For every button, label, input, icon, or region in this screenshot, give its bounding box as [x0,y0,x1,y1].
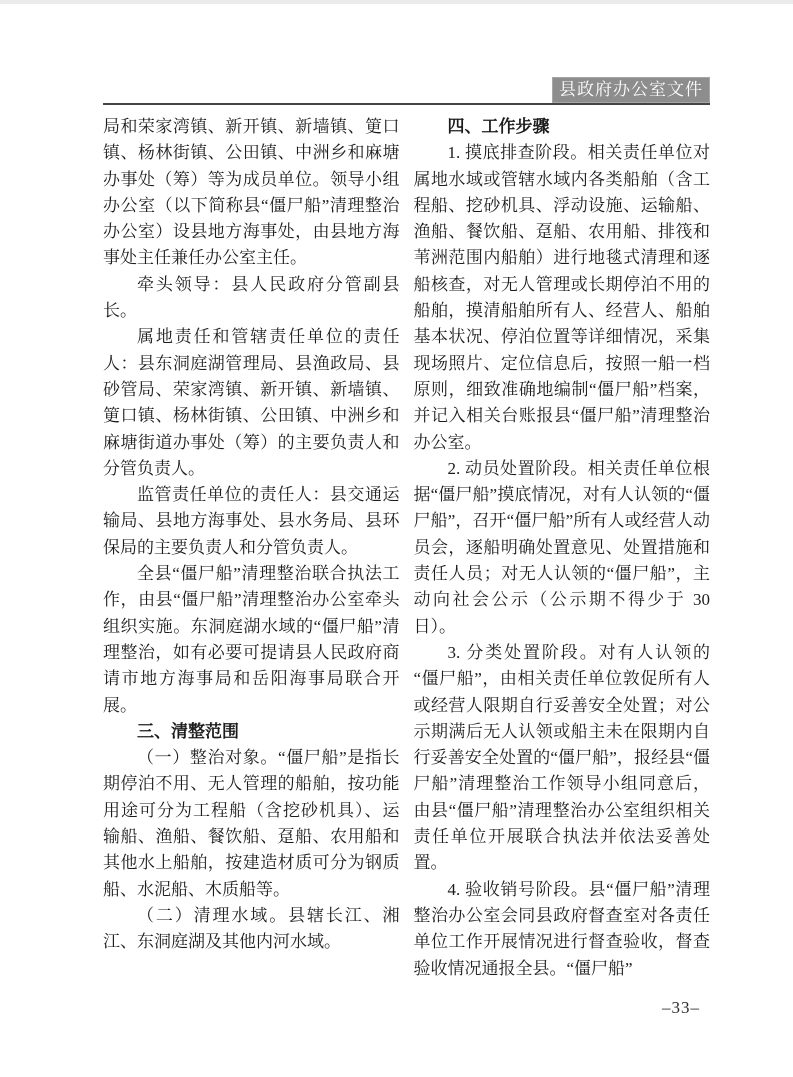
page-number: –33– [662,998,700,1017]
paragraph: 3. 分类处置阶段。对有人认领的“僵尸船”，由相关责任单位敦促所有人或经营人限期自行妥善安全处置；对公示期满后无人认领或船主未在限期内自行妥善安全处置的“僵尸船”，报经县“僵尸船”清理整治工作领导小组同意后，由县“僵尸船”清理整治办公室组织相关责任单位开展联合执法并依法妥善处置。 [413,642,710,873]
paragraph: 牵头领导：县人民政府分管副县长。 [103,274,400,321]
section-heading: 三、清整范围 [137,721,239,741]
right-column [414,114,711,982]
section-heading: 四、工作步骤 [447,117,550,136]
paragraph: 监管责任单位的责任人：县交通运输局、县地方海事处、县水务局、县环保局的主要负责人和分管负责人。 [103,485,400,557]
paragraph: 1. 摸底排查阶段。相关责任单位对属地水域或管辖水域内各类船舶（含工程船、挖砂机具、浮动设施、运输船、渔船、餐饮船、趸船、农用船、排筏和苇洲范围内船舶）进行地毯式清理和逐船核查，对无人管理或长期停泊不用的船舶，摸清船舶所有人、经营人、船舶基本状况、停泊位置等详细情况，采集现场照片、定位信息后，按照一船一档原则，细致准确地编制“僵尸船”档案，并记入相关台账报县“僵尸船”清理整治办公室。 [413,143,710,452]
paragraph: （二）清理水域。县辖长江、湘江、东洞庭湖及其他内河水域。 [103,905,400,952]
paragraph: 全县“僵尸船”清理整治联合执法工作，由县“僵尸船”清理整治办公室牵头组织实施。东洞庭湖水域的“僵尸船”清理整治，如有必要可提请县人民政府商请市地方海事局和岳阳海事局联合开展。 [103,564,400,715]
header-badge: 县政府办公室文件 [552,77,710,103]
scan-top-edge [0,0,793,4]
paragraph: （一）整治对象。“僵尸船”是指长期停泊不用、无人管理的船舶，按功能用途可分为工程船（含挖砂机具）、运输船、渔船、餐饮船、趸船、农用船和其他水上船舶，按建造材质可分为钢质船、水泥船、木质船等。 [103,748,400,899]
header-rule [103,103,710,105]
document-body [103,114,710,982]
paragraph: 2. 动员处置阶段。相关责任单位根据“僵尸船”摸底情况，对有人认领的“僵尸船”，召开“僵尸船”所有人或经营人动员会，逐船明确处置意见、处置措施和责任人员；对无人认领的“僵尸船”，主动向社会公示（公示期不得少于 30 日）。 [413,458,710,636]
left-column [103,114,400,982]
paragraph: 4. 验收销号阶段。县“僵尸船”清理整治办公室会同县政府督查室对各责任单位工作开展情况进行督查验收，督查验收情况通报全县。“僵尸船” [413,879,710,978]
paragraph: 属地责任和管辖责任单位的责任人：县东洞庭湖管理局、县渔政局、县砂管局、荣家湾镇、新开镇、新墙镇、筻口镇、杨林街镇、公田镇、中洲乡和麻塘街道办事处（筹）的主要负责人和分管负责人。 [103,327,400,478]
paragraph: 局和荣家湾镇、新开镇、新墙镇、筻口镇、杨林街镇、公田镇、中洲乡和麻塘办事处（筹）等为成员单位。领导小组办公室（以下简称县“僵尸船”清理整治办公室）设县地方海事处，由县地方海事处主任兼任办公室主任。 [103,117,400,268]
